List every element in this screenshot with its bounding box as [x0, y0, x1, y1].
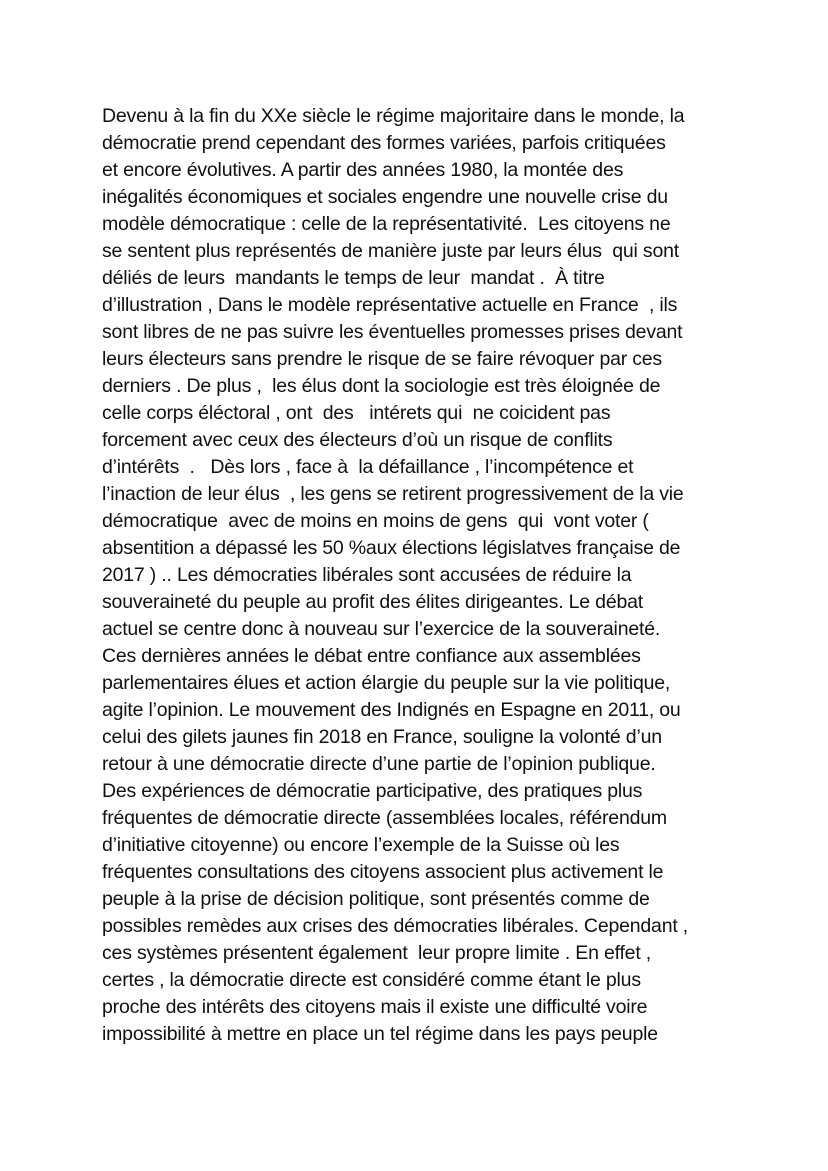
text-line: Des expériences de démocratie participative, des pratiques plus — [102, 780, 643, 802]
text-line: démocratique avec de moins en moins de gens qui vont voter ( — [102, 510, 649, 532]
text-line: d’illustration , Dans le modèle représentative actuelle en France , ils — [102, 294, 678, 316]
text-line: certes , la démocratie directe est considéré comme étant le plus — [102, 969, 641, 991]
text-line: ces systèmes présentent également leur propre limite . En effet , — [102, 942, 651, 964]
text-line: déliés de leurs mandants le temps de leur mandat . À titre — [102, 267, 605, 289]
text-line: agite l’opinion. Le mouvement des Indignés en Espagne en 2011, ou — [102, 699, 681, 721]
text-line: sont libres de ne pas suivre les éventuelles promesses prises devant — [102, 321, 683, 343]
text-line: souveraineté du peuple au profit des élites dirigeantes. Le débat — [102, 591, 643, 613]
text-line: fréquentes consultations des citoyens associent plus activement le — [102, 861, 664, 883]
text-line: se sentent plus représentés de manière juste par leurs élus qui sont — [102, 240, 679, 262]
text-line: inégalités économiques et sociales engendre une nouvelle crise du — [102, 186, 668, 208]
text-line: d’intérêts . Dès lors , face à la défaillance , l’incompétence et — [102, 456, 634, 478]
text-line: possibles remèdes aux crises des démocraties libérales. Cependant , — [102, 915, 688, 937]
body-paragraph — [102, 103, 762, 1048]
text-line: celui des gilets jaunes fin 2018 en France, souligne la volonté d’un — [102, 726, 662, 748]
text-line: retour à une démocratie directe d’une partie de l’opinion publique. — [102, 753, 656, 775]
text-line: modèle démocratique : celle de la représentativité. Les citoyens ne — [102, 213, 671, 235]
text-line: parlementaires élues et action élargie du peuple sur la vie politique, — [102, 672, 671, 694]
text-line: forcement avec ceux des électeurs d’où un risque de conflits — [102, 429, 613, 451]
text-line: actuel se centre donc à nouveau sur l’exercice de la souveraineté. — [102, 618, 661, 640]
text-line: impossibilité à mettre en place un tel régime dans les pays peuple — [102, 1023, 658, 1045]
text-line: absentition a dépassé les 50 %aux élections législatves française de — [102, 537, 681, 559]
text-line: démocratie prend cependant des formes variées, parfois critiquées — [102, 132, 666, 154]
text-line: fréquentes de démocratie directe (assemblées locales, référendum — [102, 807, 667, 829]
text-line: celle corps éléctoral , ont des intérets qui ne coicident pas — [102, 402, 611, 424]
text-line: peuple à la prise de décision politique, sont présentés comme de — [102, 888, 650, 910]
text-line: l’inaction de leur élus , les gens se retirent progressivement de la vie — [102, 483, 684, 505]
text-line: 2017 ) .. Les démocraties libérales sont accusées de réduire la — [102, 564, 632, 586]
text-line: leurs électeurs sans prendre le risque de se faire révoquer par ces — [102, 348, 662, 370]
text-line: proche des intérêts des citoyens mais il existe une difficulté voire — [102, 996, 648, 1018]
text-line: Ces dernières années le débat entre confiance aux assemblées — [102, 645, 641, 667]
text-line: derniers . De plus , les élus dont la sociologie est très éloignée de — [102, 375, 661, 397]
text-line: et encore évolutives. A partir des années 1980, la montée des — [102, 159, 624, 181]
text-line: d’initiative citoyenne) ou encore l’exemple de la Suisse où les — [102, 834, 620, 856]
text-line: Devenu à la fin du XXe siècle le régime majoritaire dans le monde, la — [102, 105, 685, 127]
